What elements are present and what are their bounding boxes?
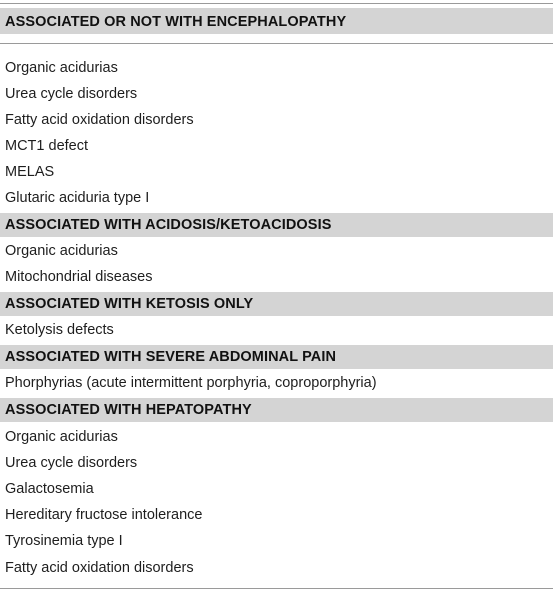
- table-bottom-rule: [0, 588, 553, 589]
- list-item: Phorphyrias (acute intermittent porphyria, coproporphyria): [5, 375, 377, 391]
- heading-rule: [0, 43, 553, 44]
- list-item: Tyrosinemia type I: [5, 533, 123, 549]
- list-item: Hereditary fructose intolerance: [5, 507, 203, 523]
- list-item: Fatty acid oxidation disorders: [5, 112, 194, 128]
- section-heading-abdominal-pain: ASSOCIATED WITH SEVERE ABDOMINAL PAIN: [0, 345, 553, 369]
- section-heading-hepatopathy: ASSOCIATED WITH HEPATOPATHY: [0, 398, 553, 422]
- list-item: Organic acidurias: [5, 429, 118, 445]
- section-heading-acidosis: ASSOCIATED WITH ACIDOSIS/KETOACIDOSIS: [0, 213, 553, 237]
- list-item: Fatty acid oxidation disorders: [5, 560, 194, 576]
- list-item: Glutaric aciduria type I: [5, 190, 150, 206]
- table-top-rule: [0, 3, 553, 4]
- list-item: Mitochondrial diseases: [5, 269, 153, 285]
- list-item: Organic acidurias: [5, 60, 118, 76]
- list-item: Urea cycle disorders: [5, 455, 138, 471]
- list-item: MELAS: [5, 164, 55, 180]
- list-item: Organic acidurias: [5, 243, 118, 259]
- list-item: Ketolysis defects: [5, 322, 114, 338]
- section-heading-encephalopathy: ASSOCIATED OR NOT WITH ENCEPHALOPATHY: [0, 8, 553, 34]
- list-item: MCT1 defect: [5, 138, 88, 154]
- list-item: Galactosemia: [5, 481, 94, 497]
- section-heading-ketosis: ASSOCIATED WITH KETOSIS ONLY: [0, 292, 553, 316]
- list-item: Urea cycle disorders: [5, 86, 138, 102]
